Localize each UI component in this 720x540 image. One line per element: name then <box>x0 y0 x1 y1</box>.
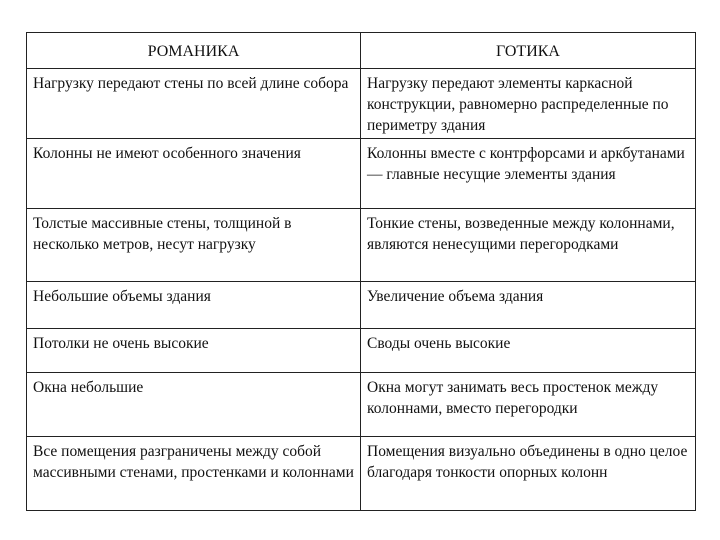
gothic-cell: Тонкие стены, возведенные между колоннами, являются ненесущими перегородками <box>361 209 696 282</box>
romanesque-cell: Потолки не очень высокие <box>27 329 361 373</box>
romanesque-cell: Все помещения разграничены между собой массивными стенами, простенками и колоннами <box>27 437 361 511</box>
header-gothic: ГОТИКА <box>361 33 696 69</box>
table-row <box>27 373 696 437</box>
romanesque-cell: Окна небольшие <box>27 373 361 437</box>
gothic-cell: Помещения визуально объединены в одно целое благодаря тонкости опорных колонн <box>361 437 696 511</box>
gothic-cell: Нагрузку передают элементы каркасной конструкции, равномерно распределенные по периметру здания <box>361 69 696 139</box>
comparison-table <box>26 32 696 511</box>
table-row <box>27 329 696 373</box>
romanesque-cell: Толстые массивные стены, толщиной в несколько метров, несут нагрузку <box>27 209 361 282</box>
table-row <box>27 437 696 511</box>
romanesque-cell: Небольшие объемы здания <box>27 282 361 329</box>
gothic-cell: Колонны вместе с контрфорсами и аркбутанами — главные несущие элементы здания <box>361 139 696 209</box>
gothic-cell: Своды очень высокие <box>361 329 696 373</box>
table-row <box>27 69 696 139</box>
table-row <box>27 282 696 329</box>
romanesque-cell: Нагрузку передают стены по всей длине собора <box>27 69 361 139</box>
romanesque-cell: Колонны не имеют особенного значения <box>27 139 361 209</box>
table-row <box>27 209 696 282</box>
header-romanesque: РОМАНИКА <box>27 33 361 69</box>
gothic-cell: Увеличение объема здания <box>361 282 696 329</box>
gothic-cell: Окна могут занимать весь простенок между колоннами, вместо перегородки <box>361 373 696 437</box>
table-row <box>27 139 696 209</box>
header-row <box>27 33 696 69</box>
